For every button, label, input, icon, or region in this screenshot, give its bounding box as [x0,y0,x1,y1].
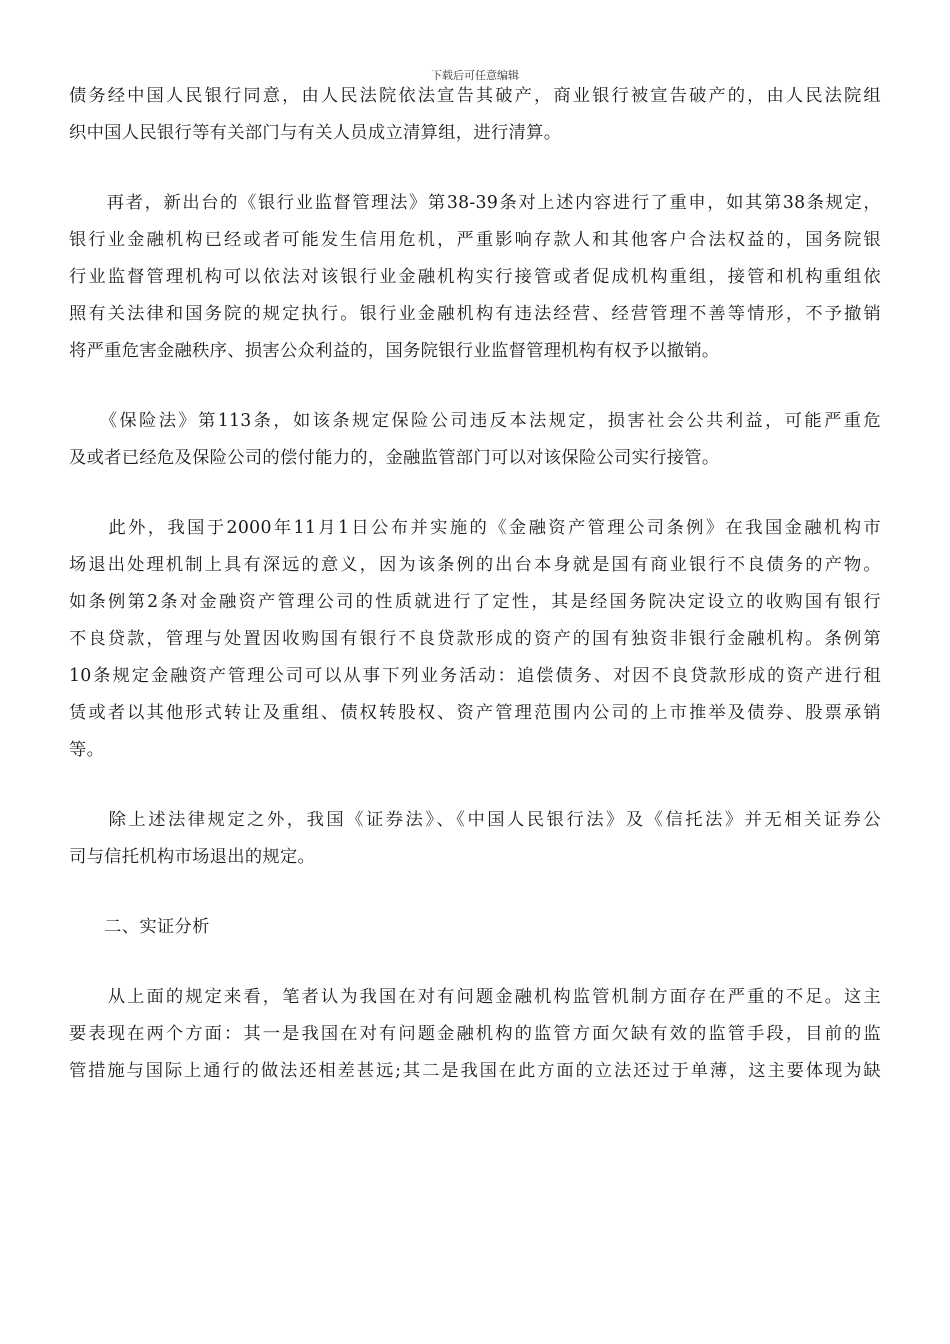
paragraph-5 [69,802,881,876]
text-line: 10条规定金融资产管理公司可以从事下列业务活动：追偿债务、对因不良贷款形成的资产进行租 [69,666,881,686]
paragraph-1 [69,78,881,152]
text-line: 债务经中国人民银行同意，由人民法院依法宣告其破产，商业银行被宣告破产的，由人民法院组 [69,86,881,106]
text-line: 除上述法律规定之外，我国《证券法》、《中国人民银行法》及《信托法》并无相关证券公 [69,810,881,830]
text-line: 《保险法》第113条，如该条规定保险公司违反本法规定，损害社会公共利益，可能严重危 [69,411,881,431]
text-line: 此外，我国于2000年11月1日公布并实施的《金融资产管理公司条例》在我国金融机构市 [69,518,881,538]
heading-line: 二、实证分析 [69,917,210,937]
text-line: 及或者已经危及保险公司的偿付能力的，金融监管部门可以对该保险公司实行接管。 [69,448,720,468]
section-heading [69,909,881,946]
text-line: 赁或者以其他形式转让及重组、债权转股权、资产管理范围内公司的上市推举及债券、股票承销 [69,703,881,723]
text-line: 织中国人民银行等有关部门与有关人员成立清算组，进行清算。 [69,123,562,143]
document-body [69,78,881,1090]
text-line: 要表现在两个方面：其一是我国在对有问题金融机构的监管方面欠缺有效的监管手段，目前的监 [69,1024,881,1044]
text-line: 管措施与国际上通行的做法还相差甚远;其二是我国在此方面的立法还过于单薄，这主要体现为缺 [69,1061,881,1081]
paragraph-6 [69,979,881,1090]
paragraph-4 [69,510,881,769]
text-line: 不良贷款，管理与处置因收购国有银行不良贷款形成的资产的国有独资非银行金融机构。条例第 [69,629,881,649]
text-line: 等。 [69,740,105,760]
text-line: 将严重危害金融秩序、损害公众利益的，国务院银行业监督管理机构有权予以撤销。 [69,341,720,361]
page-header: 下载后可任意编辑 [431,69,519,82]
text-line: 银行业金融机构已经或者可能发生信用危机，严重影响存款人和其他客户合法权益的，国务院银 [69,230,881,250]
text-line: 行业监督管理机构可以依法对该银行业金融机构实行接管或者促成机构重组，接管和机构重组依 [69,267,881,287]
text-line: 再者，新出台的《银行业监督管理法》第38-39条对上述内容进行了重申，如其第38条规定， [69,193,881,213]
text-line: 照有关法律和国务院的规定执行。银行业金融机构有违法经营、经营管理不善等情形，不予撤销 [69,304,881,324]
paragraph-3 [69,403,881,477]
paragraph-2 [69,185,881,370]
text-line: 从上面的规定来看，笔者认为我国在对有问题金融机构监管机制方面存在严重的不足。这主 [69,987,881,1007]
text-line: 如条例第2条对金融资产管理公司的性质就进行了定性，其是经国务院决定设立的收购国有银行 [69,592,881,612]
text-line: 场退出处理机制上具有深远的意义，因为该条例的出台本身就是国有商业银行不良债务的产物。 [69,555,881,575]
text-line: 司与信托机构市场退出的规定。 [69,847,316,867]
